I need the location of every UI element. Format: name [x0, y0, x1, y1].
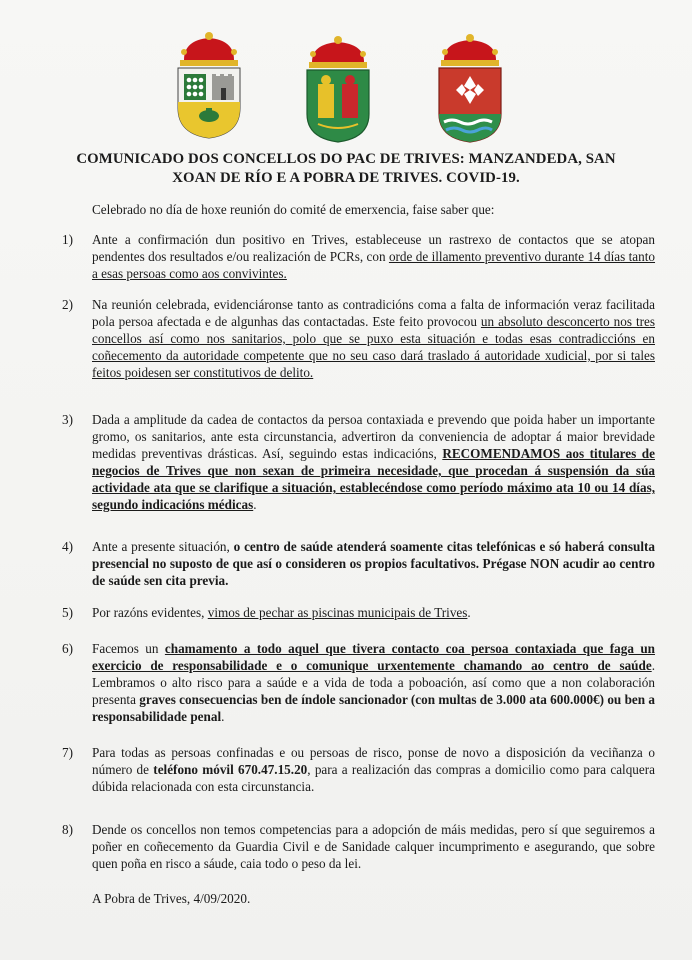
- item-text: Ante a presente situación, o centro de saúde atenderá soamente citas telefónicas e só haberá consulta presencial no suposto de que así o consideren os propios facultativos. Prégase NON acudir ao centro de saúde sen cita previa.: [92, 539, 655, 588]
- item-text: Dende os concellos non temos competencias para a adopción de máis medidas, pero sí que seguiremos a poñer en coñecemento da Guardia Civil e de Sanidade calquer incumprimento e asegurando, que sobre quen poña en risco a sáude, caia todo o peso da lei.: [92, 822, 655, 871]
- item-number: 8): [62, 822, 73, 837]
- item-number: 7): [62, 745, 73, 760]
- coats-of-arms-row: [0, 30, 692, 145]
- place-and-date: A Pobra de Trives, 4/09/2020.: [92, 891, 251, 906]
- manzandeda-coat-of-arms: [170, 30, 248, 140]
- intro-paragraph: Celebrado no día de hoxe reunión do comité de emerxencia, faise saber que:: [92, 202, 495, 217]
- document-title: COMUNICADO DOS CONCELLOS DO PAC DE TRIVES: MANZANDEDA, SAN XOAN DE RÍO E A POBRA DE TRIVES. COVID-19.: [76, 151, 616, 186]
- list-item-1: [62, 231, 655, 282]
- item-text: Por razóns evidentes, vimos de pechar as piscinas municipais de Trives.: [92, 605, 471, 620]
- item-text: Para todas as persoas confinadas e ou persoas de risco, ponse de novo a disposición da veciñanza o número de teléfono móvil 670.47.15.20, para a realización das compras a domicilio como para calquera dúbida relacionada con esta circunstancia.: [92, 745, 656, 794]
- item-text: Ante a confirmación dun positivo en Trives, estableceuse un rastrexo de contactos que se atopan pendentes dos resultados e/ou realización de PCRs, con orde de illamento preventivo durante 14 días tanto a esas persoas como aos convivintes.: [92, 232, 656, 281]
- item-number: 2): [62, 297, 73, 312]
- list-item-6: [62, 640, 655, 725]
- list-item-2: [62, 296, 655, 381]
- a-pobra-de-trives-coat-of-arms: [432, 32, 508, 144]
- list-item-8: [62, 821, 655, 872]
- list-item-3: [62, 411, 655, 513]
- item-number: 3): [62, 412, 73, 427]
- item-number: 5): [62, 605, 73, 620]
- item-text: Facemos un chamamento a todo aquel que tivera contacto coa persoa contaxiada que faga un exercicio de responsabilidade e o comunique urxentemente chamando ao centro de saúde. Lembramos o alto risco para a saúde e a vida de toda a poboación, así como que a non colaboración presenta graves consecuencias ben de índole sancionador (con multas de 3.000 ata 600.000€) ou ben a responsabilidade penal.: [92, 641, 655, 724]
- item-number: 6): [62, 641, 73, 656]
- list-item-4: [62, 538, 655, 589]
- item-text: Na reunión celebrada, evidenciáronse tanto as contradicións coma a falta de información veraz facilitada pola persoa afectada e de algunhas das contactadas. Este feito provocou un absoluto desconcerto nos tres concellos así como nos sanitarios, polo que se puxo esta situación e todas esas contradiccións en coñecemento da autoridade competente que no seu caso dará traslado á autoridade xudicial, por si tales feitos poidesen ser constitutivos de delito.: [92, 297, 655, 380]
- list-item-7: [62, 744, 655, 795]
- list-item-5: [62, 604, 655, 621]
- item-number: 1): [62, 232, 73, 247]
- san-xoan-de-rio-coat-of-arms: [300, 34, 376, 144]
- item-number: 4): [62, 539, 73, 554]
- item-text: Dada a amplitude da cadea de contactos da persoa contaxiada e prevendo que poida haber un importante gromo, os sanitarios, ante esta circunstancia, advertiron da conveniencia de adoptar á maior brevidade medidas preventivas drásticas. Así, seguindo estas indicacións, RECOMENDAMOS aos titulares de negocios de Trives que non sexan de primeira necesidade, que procedan á suspensión da súa actividade ata que se clarifique a situación, establecéndose como período máximo ata 10 ou 14 días, segundo indicacións médicas.: [92, 412, 655, 512]
